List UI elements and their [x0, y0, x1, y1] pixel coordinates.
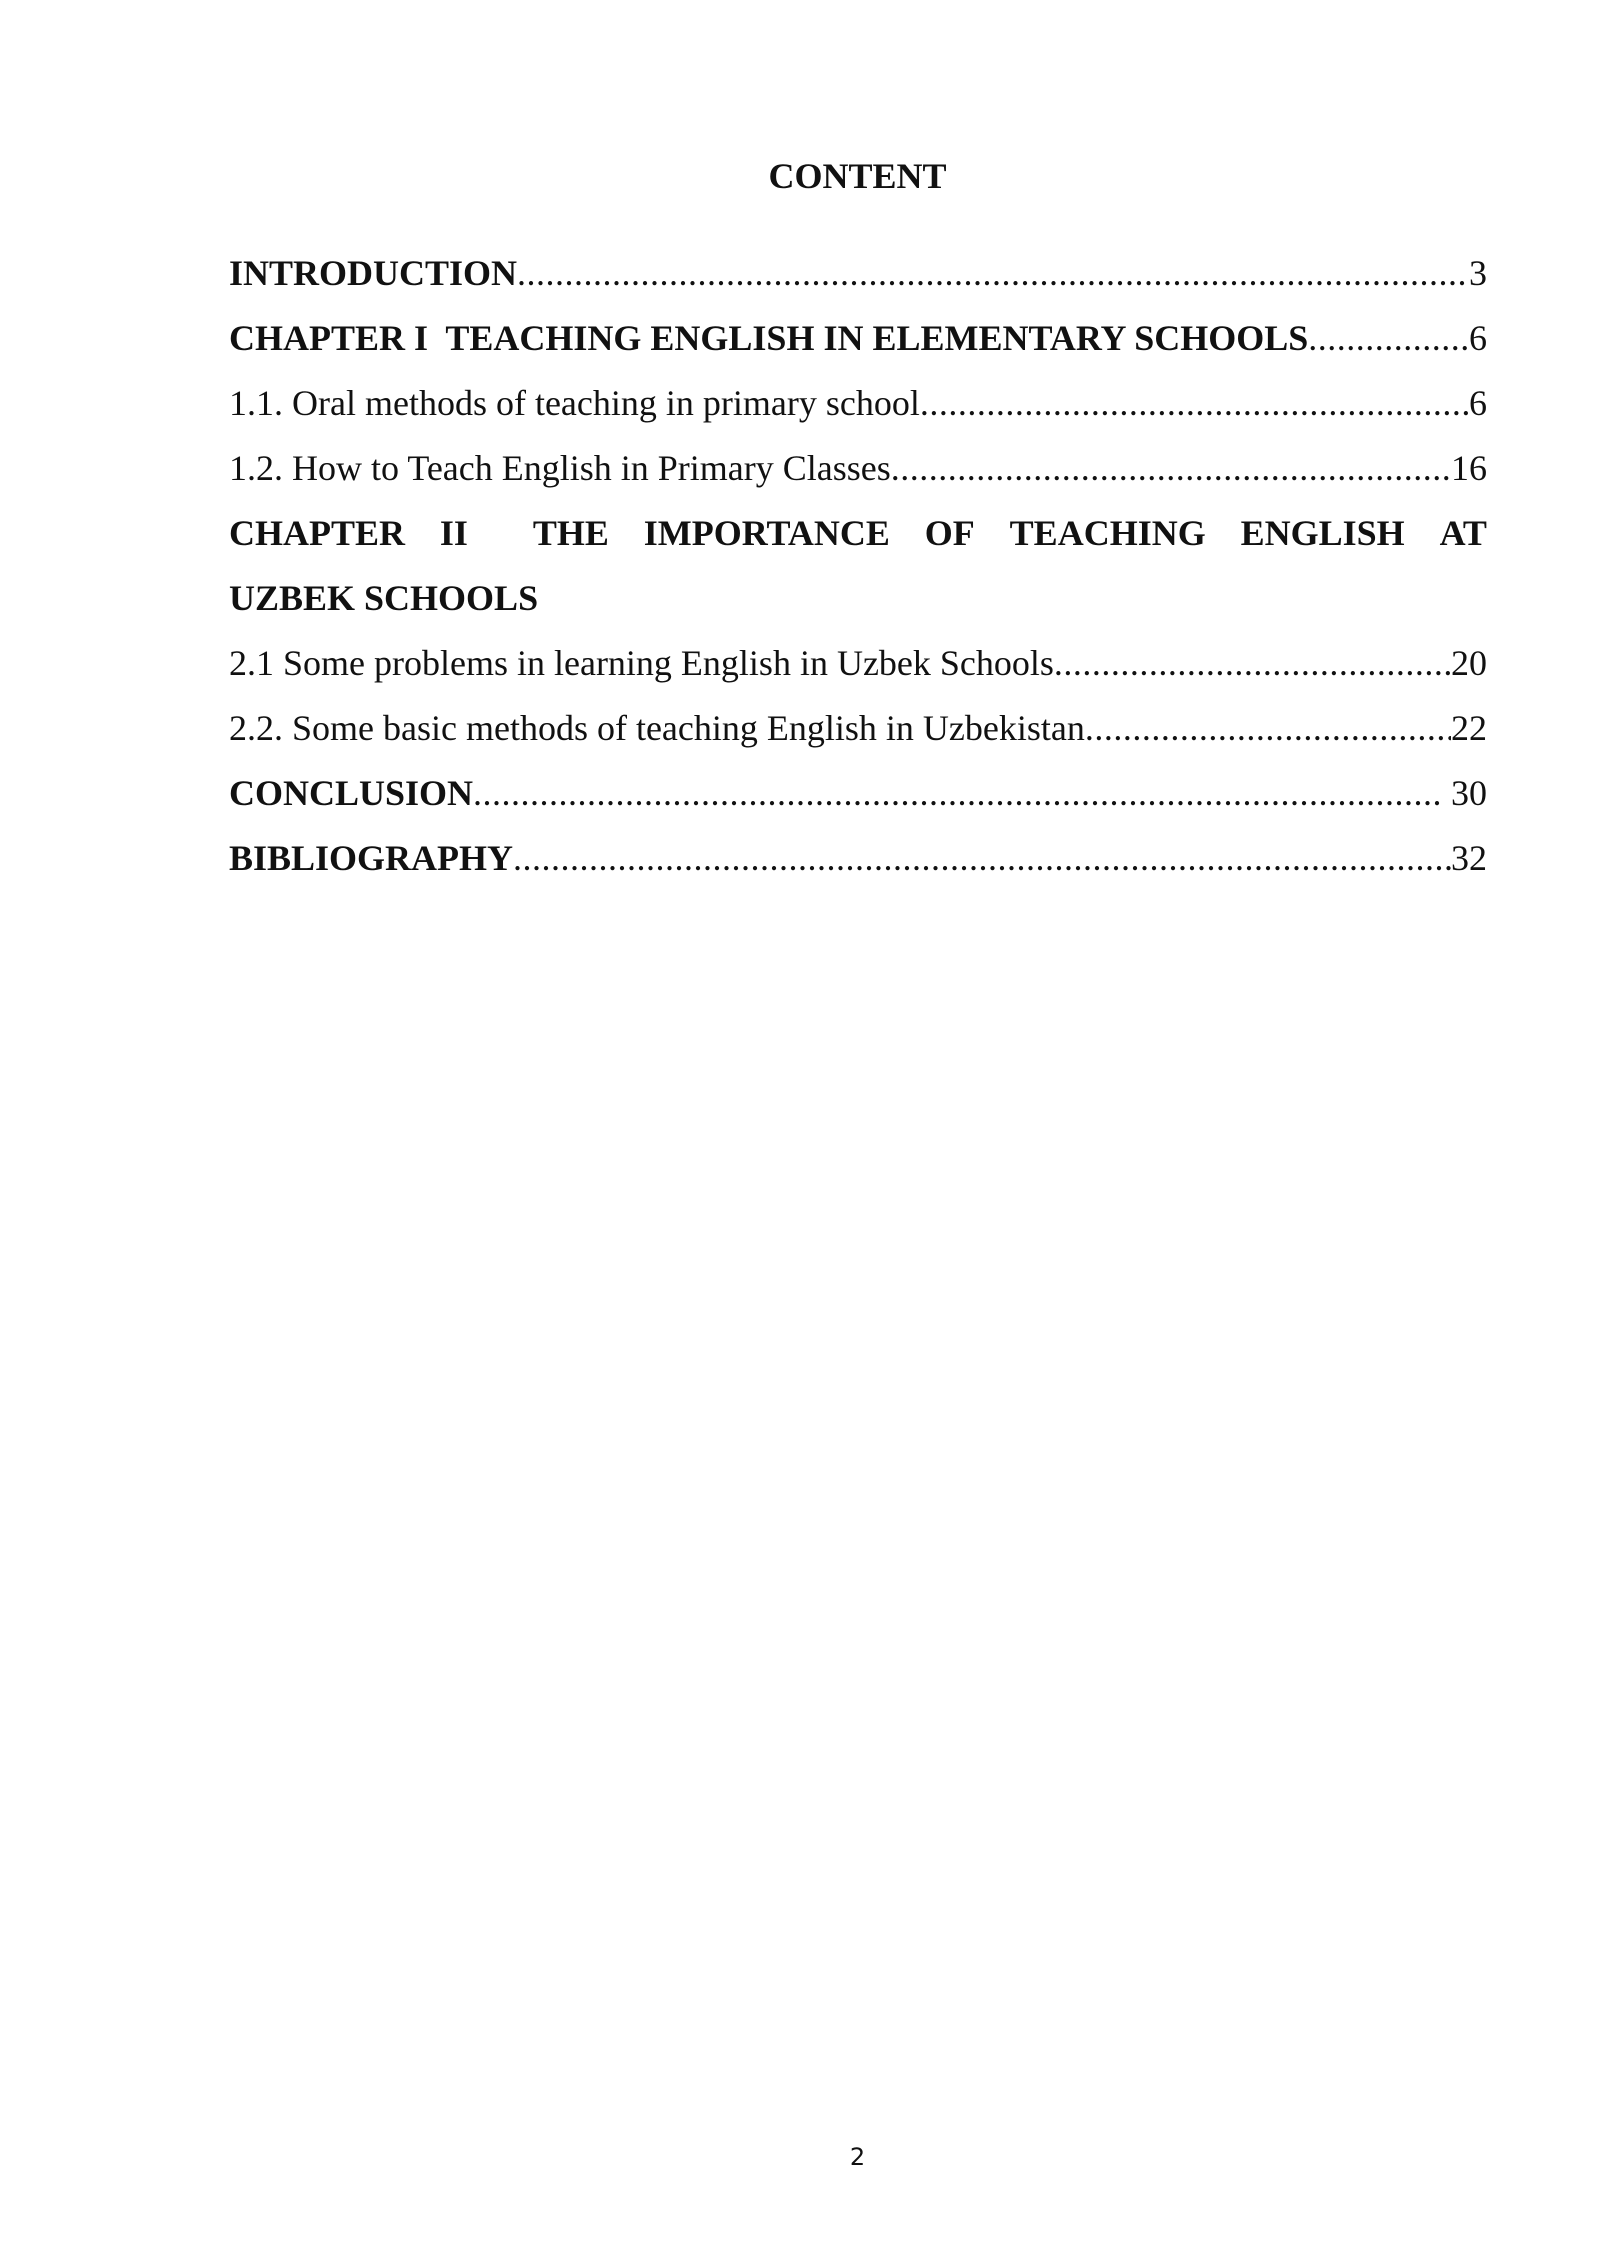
toc-entry-label: 1.1. Oral methods of teaching in primary school [229, 383, 920, 423]
chapter-2-word: CHAPTER [229, 513, 406, 553]
toc-page-number: 22 [1451, 708, 1487, 748]
toc-entry-label: CHAPTER I TEACHING ENGLISH IN ELEMENTARY SCHOOLS [229, 318, 1309, 358]
toc-entry-bibliography[interactable] [229, 832, 1487, 897]
dot-leader [517, 247, 1469, 299]
toc-entry-label: CONCLUSION [229, 773, 474, 813]
dot-leader [473, 767, 1442, 819]
chapter-2-word: OF [924, 513, 975, 553]
dot-leader [1308, 312, 1469, 364]
dot-leader [513, 832, 1451, 884]
toc-entry-label: BIBLIOGRAPHY [229, 838, 514, 878]
toc-entry-label: INTRODUCTION [229, 253, 518, 293]
toc-entry-section-1-1[interactable] [229, 377, 1487, 442]
toc-entry-section-1-2[interactable] [229, 442, 1487, 507]
toc-entry-introduction[interactable] [229, 247, 1487, 312]
toc-page-number: 30 [1442, 773, 1487, 813]
toc-entry-chapter-1[interactable] [229, 312, 1487, 377]
dot-leader [891, 442, 1451, 494]
dot-leader [1085, 702, 1451, 754]
toc-page-number: 20 [1451, 643, 1487, 683]
page-number: 2 [849, 2143, 866, 2171]
dot-leader [920, 377, 1469, 429]
page-title: CONTENT [768, 156, 947, 196]
toc-page-number: 3 [1469, 253, 1487, 293]
chapter-2-word: II [439, 513, 468, 553]
toc-entry-chapter-2-continuation: UZBEK SCHOOLS [229, 578, 539, 618]
toc-entry-label: 1.2. How to Teach English in Primary Classes [229, 448, 891, 488]
toc-page-number: 6 [1469, 318, 1487, 358]
toc-entry-label: 2.1 Some problems in learning English in Uzbek Schools [229, 643, 1054, 683]
toc-entry-section-2-2[interactable] [229, 702, 1487, 767]
chapter-2-word: TEACHING [1009, 513, 1206, 553]
chapter-2-word: IMPORTANCE [643, 513, 890, 553]
dot-leader [1054, 637, 1451, 689]
chapter-2-word: AT [1439, 513, 1487, 553]
toc-page-number: 32 [1451, 838, 1487, 878]
chapter-2-word: ENGLISH [1240, 513, 1405, 553]
toc-entry-chapter-2[interactable] [229, 507, 1487, 572]
toc-page-number: 6 [1469, 383, 1487, 423]
toc-page-number: 16 [1451, 448, 1487, 488]
table-of-contents [229, 247, 1487, 897]
toc-entry-label: 2.2. Some basic methods of teaching English in Uzbekistan [229, 708, 1085, 748]
chapter-2-word: THE [532, 513, 609, 553]
toc-entry-section-2-1[interactable] [229, 637, 1487, 702]
toc-entry-conclusion[interactable] [229, 767, 1487, 832]
